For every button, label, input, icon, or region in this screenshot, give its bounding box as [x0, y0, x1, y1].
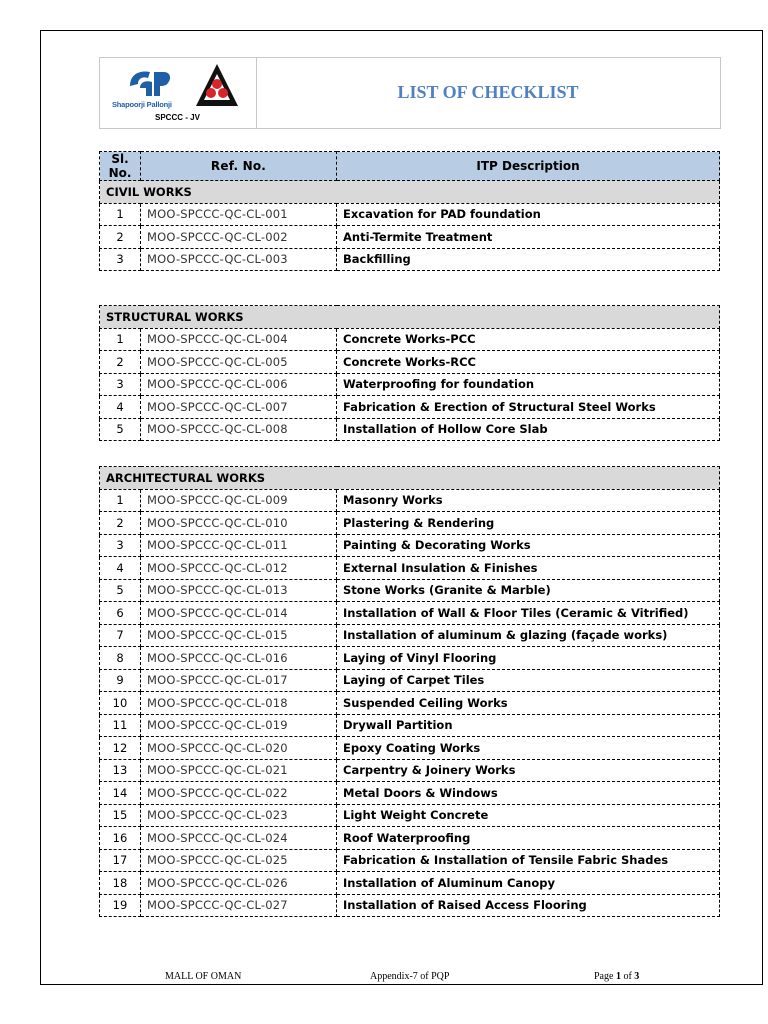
table-row	[100, 669, 720, 692]
document-title: LIST OF CHECKLIST	[397, 82, 579, 102]
table-row	[100, 872, 720, 895]
row-ref-no: MOO-SPCCC-QC-CL-027	[141, 894, 337, 917]
row-ref-no: MOO-SPCCC-QC-CL-023	[141, 804, 337, 827]
row-ref-no: MOO-SPCCC-QC-CL-015	[141, 624, 337, 647]
row-ref-no: MOO-SPCCC-QC-CL-016	[141, 647, 337, 670]
row-ref-no: MOO-SPCCC-QC-CL-021	[141, 759, 337, 782]
row-ref-no: MOO-SPCCC-QC-CL-012	[141, 557, 337, 580]
row-sl-no: 9	[100, 669, 141, 692]
row-itp-description: Metal Doors & Windows	[337, 782, 720, 805]
table-row	[100, 849, 720, 872]
row-ref-no: MOO-SPCCC-QC-CL-003	[141, 248, 337, 271]
footer-page-number	[594, 971, 639, 982]
table-row	[100, 351, 720, 374]
table-row	[100, 226, 720, 249]
row-ref-no: MOO-SPCCC-QC-CL-014	[141, 602, 337, 625]
page-prefix: Page	[594, 971, 616, 982]
section-architectural-works	[100, 467, 720, 917]
row-sl-no: 3	[100, 534, 141, 557]
row-ref-no: MOO-SPCCC-QC-CL-005	[141, 351, 337, 374]
header-ref-no: Ref. No.	[141, 152, 337, 181]
row-ref-no: MOO-SPCCC-QC-CL-025	[141, 849, 337, 872]
table-row	[100, 396, 720, 419]
section-header-row	[100, 306, 720, 329]
shapoorji-pallonji-logo	[126, 66, 172, 100]
row-itp-description: Laying of Carpet Tiles	[337, 669, 720, 692]
row-ref-no: MOO-SPCCC-QC-CL-010	[141, 512, 337, 535]
document-header	[99, 57, 721, 129]
table-row	[100, 534, 720, 557]
row-sl-no: 2	[100, 351, 141, 374]
table-row	[100, 624, 720, 647]
table-row	[100, 203, 720, 226]
table-row	[100, 827, 720, 850]
table-row	[100, 782, 720, 805]
row-ref-no: MOO-SPCCC-QC-CL-018	[141, 692, 337, 715]
table-row	[100, 692, 720, 715]
row-ref-no: MOO-SPCCC-QC-CL-017	[141, 669, 337, 692]
row-sl-no: 11	[100, 714, 141, 737]
row-ref-no: MOO-SPCCC-QC-CL-026	[141, 872, 337, 895]
row-ref-no: MOO-SPCCC-QC-CL-007	[141, 396, 337, 419]
table-row	[100, 647, 720, 670]
row-itp-description: Concrete Works-RCC	[337, 351, 720, 374]
row-itp-description: External Insulation & Finishes	[337, 557, 720, 580]
row-ref-no: MOO-SPCCC-QC-CL-002	[141, 226, 337, 249]
page-total: 3	[634, 971, 640, 982]
row-itp-description: Carpentry & Joinery Works	[337, 759, 720, 782]
row-itp-description: Concrete Works-PCC	[337, 328, 720, 351]
section-title: CIVIL WORKS	[100, 181, 720, 204]
row-itp-description: Stone Works (Granite & Marble)	[337, 579, 720, 602]
row-sl-no: 17	[100, 849, 141, 872]
table-row	[100, 248, 720, 271]
row-sl-no: 19	[100, 894, 141, 917]
table-row	[100, 373, 720, 396]
row-itp-description: Roof Waterproofing	[337, 827, 720, 850]
checklist-table-architectural	[99, 466, 720, 917]
header-sl-no: Sl. No.	[100, 152, 141, 181]
header-itp-description: ITP Description	[337, 152, 720, 181]
table-row	[100, 328, 720, 351]
row-sl-no: 8	[100, 647, 141, 670]
row-itp-description: Painting & Decorating Works	[337, 534, 720, 557]
section-civil-works	[100, 181, 720, 271]
row-ref-no: MOO-SPCCC-QC-CL-019	[141, 714, 337, 737]
section-header-row	[100, 181, 720, 204]
row-itp-description: Laying of Vinyl Flooring	[337, 647, 720, 670]
row-sl-no: 2	[100, 512, 141, 535]
row-itp-description: Suspended Ceiling Works	[337, 692, 720, 715]
row-sl-no: 5	[100, 418, 141, 441]
table-row	[100, 557, 720, 580]
row-ref-no: MOO-SPCCC-QC-CL-001	[141, 203, 337, 226]
footer-appendix: Appendix-7 of PQP	[370, 971, 450, 982]
table-row	[100, 804, 720, 827]
row-sl-no: 12	[100, 737, 141, 760]
row-itp-description: Installation of Hollow Core Slab	[337, 418, 720, 441]
table-row	[100, 489, 720, 512]
row-sl-no: 3	[100, 373, 141, 396]
ccc-logo	[194, 62, 240, 110]
table-row	[100, 579, 720, 602]
row-ref-no: MOO-SPCCC-QC-CL-013	[141, 579, 337, 602]
row-sl-no: 1	[100, 489, 141, 512]
row-sl-no: 7	[100, 624, 141, 647]
company-logo-text: Shapoorji Pallonji	[112, 100, 172, 109]
row-itp-description: Masonry Works	[337, 489, 720, 512]
row-ref-no: MOO-SPCCC-QC-CL-022	[141, 782, 337, 805]
row-ref-no: MOO-SPCCC-QC-CL-008	[141, 418, 337, 441]
row-sl-no: 1	[100, 203, 141, 226]
row-sl-no: 18	[100, 872, 141, 895]
row-sl-no: 14	[100, 782, 141, 805]
row-itp-description: Anti-Termite Treatment	[337, 226, 720, 249]
row-ref-no: MOO-SPCCC-QC-CL-024	[141, 827, 337, 850]
row-sl-no: 16	[100, 827, 141, 850]
row-itp-description: Epoxy Coating Works	[337, 737, 720, 760]
row-itp-description: Installation of aluminum & glazing (façade works)	[337, 624, 720, 647]
jv-label: SPCCC - JV	[155, 113, 200, 122]
row-sl-no: 15	[100, 804, 141, 827]
table-row	[100, 512, 720, 535]
table-header-row	[100, 152, 720, 181]
section-header-row	[100, 467, 720, 490]
row-sl-no: 4	[100, 396, 141, 419]
row-sl-no: 2	[100, 226, 141, 249]
checklist-table-structural	[99, 305, 720, 441]
row-itp-description: Backfilling	[337, 248, 720, 271]
row-itp-description: Fabrication & Erection of Structural Steel Works	[337, 396, 720, 419]
checklist-table-civil	[99, 151, 720, 271]
table-row	[100, 737, 720, 760]
row-ref-no: MOO-SPCCC-QC-CL-020	[141, 737, 337, 760]
row-itp-description: Drywall Partition	[337, 714, 720, 737]
table-row	[100, 714, 720, 737]
table-row	[100, 759, 720, 782]
row-itp-description: Installation of Aluminum Canopy	[337, 872, 720, 895]
page-current: 1	[615, 971, 621, 982]
row-ref-no: MOO-SPCCC-QC-CL-011	[141, 534, 337, 557]
logo-area	[100, 58, 257, 128]
row-ref-no: MOO-SPCCC-QC-CL-006	[141, 373, 337, 396]
row-itp-description: Excavation for PAD foundation	[337, 203, 720, 226]
section-title: ARCHITECTURAL WORKS	[100, 467, 720, 490]
row-itp-description: Plastering & Rendering	[337, 512, 720, 535]
table-row	[100, 602, 720, 625]
footer-project-name: MALL OF OMAN	[165, 971, 242, 982]
row-itp-description: Installation of Raised Access Flooring	[337, 894, 720, 917]
row-ref-no: MOO-SPCCC-QC-CL-004	[141, 328, 337, 351]
row-itp-description: Fabrication & Installation of Tensile Fabric Shades	[337, 849, 720, 872]
row-ref-no: MOO-SPCCC-QC-CL-009	[141, 489, 337, 512]
section-structural-works	[100, 306, 720, 441]
row-sl-no: 10	[100, 692, 141, 715]
row-sl-no: 13	[100, 759, 141, 782]
table-row	[100, 894, 720, 917]
page-sep: of	[620, 971, 635, 982]
row-itp-description: Light Weight Concrete	[337, 804, 720, 827]
row-sl-no: 1	[100, 328, 141, 351]
table-row	[100, 418, 720, 441]
row-sl-no: 5	[100, 579, 141, 602]
row-itp-description: Waterproofing for foundation	[337, 373, 720, 396]
row-sl-no: 6	[100, 602, 141, 625]
section-title: STRUCTURAL WORKS	[100, 306, 720, 329]
row-sl-no: 3	[100, 248, 141, 271]
row-sl-no: 4	[100, 557, 141, 580]
row-itp-description: Installation of Wall & Floor Tiles (Ceramic & Vitrified)	[337, 602, 720, 625]
